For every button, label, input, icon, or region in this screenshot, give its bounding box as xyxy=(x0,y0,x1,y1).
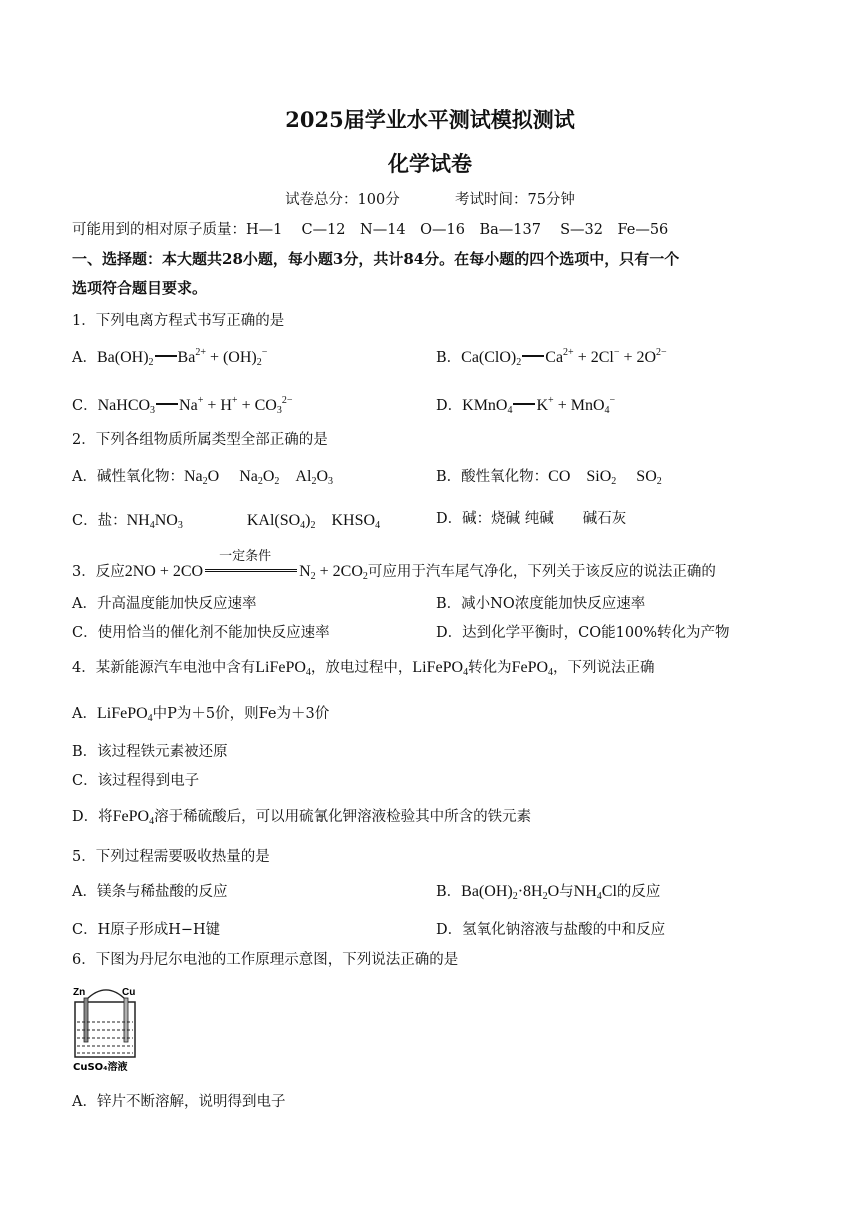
question-6-option-a: A．锌片不断溶解，说明得到电子 xyxy=(72,1094,286,1110)
question-6-stem: 6．下图为丹尼尔电池的工作原理示意图，下列说法正确的是 xyxy=(72,952,459,968)
question-3-stem: 3．反应2NO + 2CO 一定条件 $N_2 + 2CO_2$可应用于汽车尾气净化，下列关于该反应的说法正确的 xyxy=(72,560,716,582)
question-3-option-c: C．使用恰当的催化剂不能加快反应速率 xyxy=(72,625,330,641)
total-score: 试卷总分：100分 xyxy=(285,192,400,208)
daniell-cell-diagram xyxy=(72,984,142,1074)
section-heading-cont: 选项符合题目要求。 xyxy=(72,279,208,297)
question-5-option-b: B．$Ba(OH)_2\cdot 8H_2O$与$NH_4Cl$的反应 xyxy=(436,883,661,902)
question-3-option-b: B．减小NO浓度能加快反应速率 xyxy=(436,596,646,612)
exam-time: 考试时间：75分钟 xyxy=(454,192,575,208)
question-1-stem: 1．下列电离方程式书写正确的是 xyxy=(72,313,285,329)
question-3-option-d: D．达到化学平衡时，CO能100%转化为产物 xyxy=(436,625,730,641)
question-3-option-a: A．升高温度能加快反应速率 xyxy=(72,596,257,612)
daniell-cell-svg xyxy=(72,984,142,1074)
question-2-option-a: A．碱性氧化物：$Na_2O$ $Na_2O_2$ $Al_2O_3$ xyxy=(72,468,333,487)
question-2-option-d: D．碱：烧碱 纯碱 碱石灰 xyxy=(436,511,627,527)
section-heading: 一、选择题：本大题共28小题，每小题3分，共计84分。在每小题的四个选项中，只有一个 xyxy=(72,250,680,268)
reaction-condition: 一定条件 xyxy=(219,548,272,563)
question-2-option-c: C．盐：$NH_4NO_3$ $KAl(SO_4)_2$ $KHSO_4$ xyxy=(72,512,381,531)
question-2-option-b: B．酸性氧化物：CO SiO$_2$ $SO_2$ xyxy=(436,468,662,487)
question-4-option-b: B．该过程铁元素被还原 xyxy=(72,744,228,760)
question-4-option-a: A．LiFePO$_4$中P为＋5价，则Fe为＋3价 xyxy=(72,705,330,724)
solution-label: CuSO₄溶液 xyxy=(73,1062,128,1073)
exam-meta xyxy=(0,188,860,209)
question-4-option-c: C．该过程得到电子 xyxy=(72,773,200,789)
question-5-option-d: D．氢氧化钠溶液与盐酸的中和反应 xyxy=(436,922,666,938)
question-5-stem: 5．下列过程需要吸收热量的是 xyxy=(72,849,270,865)
question-4-stem: 4．某新能源汽车电池中含有LiFePO$_4$，放电过程中，LiFePO$_4$转化为FePO$_4$，下列说法正确 xyxy=(72,659,655,678)
question-1-option-d: D．KMnO$_4$ K+ + MnO$_4$− xyxy=(436,395,616,416)
question-2-stem: 2．下列各组物质所属类型全部正确的是 xyxy=(72,432,328,448)
question-1-option-c: C．NaHCO$_3$ $Na^+ + H^+ + CO_3^{2-}$ xyxy=(72,395,293,416)
zn-electrode-label: Zn xyxy=(73,987,86,998)
question-1-option-a: A．$Ba(OH)_2$ $Ba^{2+} + (OH)_2^-$ xyxy=(72,347,268,368)
question-4-option-d: D．将FePO$_4$溶于稀硫酸后，可以用硫氰化钾溶液检验其中所含的铁元素 xyxy=(72,808,532,827)
atomic-masses: 可能用到的相对原子质量：H—1 C—12 N—14 O—16 Ba—137 S—32 Fe—56 xyxy=(72,222,669,238)
question-5-option-a: A．镁条与稀盐酸的反应 xyxy=(72,884,228,900)
cu-electrode-label: Cu xyxy=(122,987,136,998)
exam-subtitle: 化学试卷 xyxy=(388,151,472,176)
question-1-option-b: B．$Ca(ClO)_2$ $Ca^{2+} + 2Cl^- + 2O^{2-}$ xyxy=(436,347,667,368)
exam-title: 2025届学业水平测试模拟测试 xyxy=(285,107,575,132)
question-5-option-c: C．H原子形成H−H键 xyxy=(72,922,221,938)
